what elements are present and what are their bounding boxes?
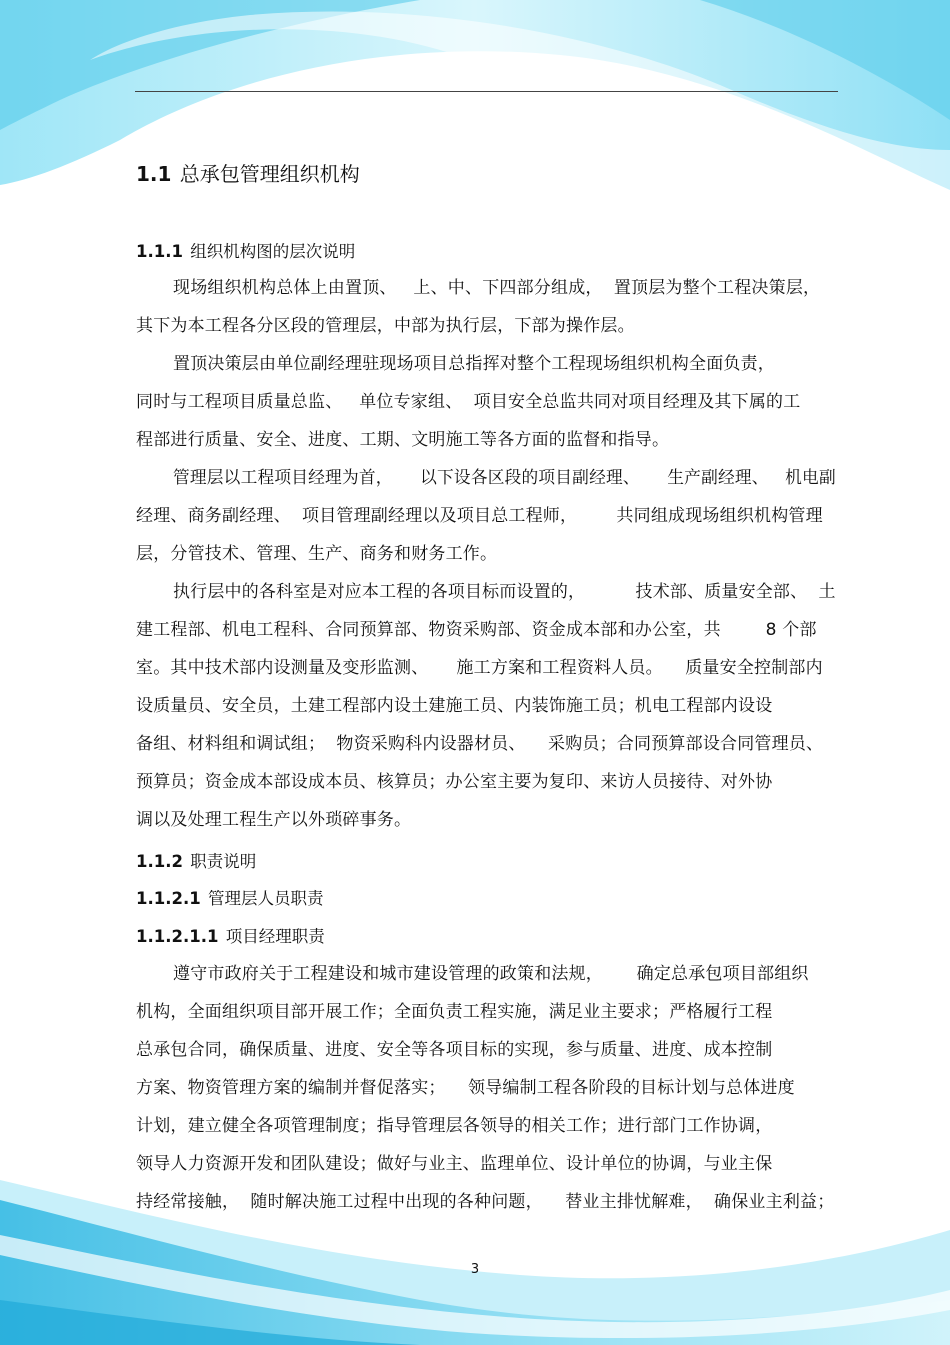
- heading-title: 项目经理职责: [225, 927, 325, 946]
- heading-1-1-2-1: [136, 887, 323, 911]
- header-rule: [135, 91, 838, 92]
- para-4-line-2: 建工程部、机电工程科、合同预算部、物资采购部、资金成本部和办公室，共 8 个部: [136, 620, 817, 640]
- heading-1-1-2: [136, 850, 256, 874]
- heading-number: 1.1: [136, 162, 172, 186]
- para-4-line-4: 设质量员、安全员，土建工程部内设土建施工员、内装饰施工员；机电工程部内设设: [136, 696, 773, 716]
- heading-1-1-1: [136, 240, 355, 264]
- heading-number: 1.1.2.1: [136, 889, 201, 908]
- para-4-line-3: 室。其中技术部内设测量及变形监测、 施工方案和工程资料人员。 质量安全控制部内: [136, 658, 823, 678]
- para-5-line-4: 方案、物资管理方案的编制并督促落实； 领导编制工程各阶段的目标计划与总体进度: [136, 1078, 795, 1098]
- para-5-line-1: 遵守市政府关于工程建设和城市建设管理的政策和法规， 确定总承包项目部组织: [173, 964, 809, 984]
- para-5-line-5: 计划，建立健全各项管理制度；指导管理层各领导的相关工作；进行部门工作协调，: [136, 1116, 773, 1136]
- para-4-line-7: 调以及处理工程生产以外琐碎事务。: [136, 810, 412, 830]
- heading-number: 1.1.1: [136, 242, 183, 261]
- heading-title: 职责说明: [190, 852, 257, 871]
- heading-1-1: [136, 160, 360, 188]
- heading-title: 管理层人员职责: [207, 889, 324, 908]
- para-3-line-1: 管理层以工程项目经理为首， 以下设各区段的项目副经理、 生产副经理、 机电副: [173, 468, 836, 488]
- para-2-line-1: 置顶决策层由单位副经理驻现场项目总指挥对整个工程现场组织机构全面负责，: [173, 354, 775, 374]
- para-3-line-3: 层，分管技术、管理、生产、商务和财务工作。: [136, 544, 498, 564]
- para-4-line-5: 备组、材料组和调试组； 物资采购科内设器材员、 采购员；合同预算部设合同管理员、: [136, 734, 824, 754]
- para-5-line-7: 持经常接触， 随时解决施工过程中出现的各种问题， 替业主排忧解难， 确保业主利益；: [136, 1192, 835, 1212]
- heading-1-1-2-1-1: [136, 925, 325, 949]
- para-2-line-3: 程部进行质量、安全、进度、工期、文明施工等各方面的监督和指导。: [136, 430, 670, 450]
- heading-number: 1.1.2: [136, 852, 183, 871]
- para-1-line-1: 现场组织机构总体上由置顶、 上、中、下四部分组成， 置顶层为整个工程决策层，: [173, 278, 821, 298]
- para-5-line-3: 总承包合同，确保质量、进度、安全等各项目标的实现，参与质量、进度、成本控制: [136, 1040, 773, 1060]
- para-5-line-6: 领导人力资源开发和团队建设；做好与业主、监理单位、设计单位的协调，与业主保: [136, 1154, 773, 1174]
- heading-number: 1.1.2.1.1: [136, 927, 219, 946]
- para-1-line-2: 其下为本工程各分区段的管理层，中部为执行层，下部为操作层。: [136, 316, 635, 336]
- para-5-line-2: 机构，全面组织项目部开展工作；全面负责工程实施，满足业主要求；严格履行工程: [136, 1002, 773, 1022]
- para-3-line-2: 经理、商务副经理、 项目管理副经理以及项目总工程师， 共同组成现场组织机构管理: [136, 506, 823, 526]
- para-2-line-2: 同时与工程项目质量总监、 单位专家组、 项目安全总监共同对项目经理及其下属的工: [136, 392, 801, 412]
- heading-title: 总承包管理组织机构: [179, 162, 360, 186]
- heading-title: 组织机构图的层次说明: [190, 242, 356, 261]
- para-4-line-6: 预算员；资金成本部设成本员、核算员；办公室主要为复印、来访人员接待、对外协: [136, 772, 773, 792]
- para-4-line-1: 执行层中的各科室是对应本工程的各项目标而设置的， 技术部、质量安全部、 土: [173, 582, 836, 602]
- page-number: 3: [470, 1262, 480, 1277]
